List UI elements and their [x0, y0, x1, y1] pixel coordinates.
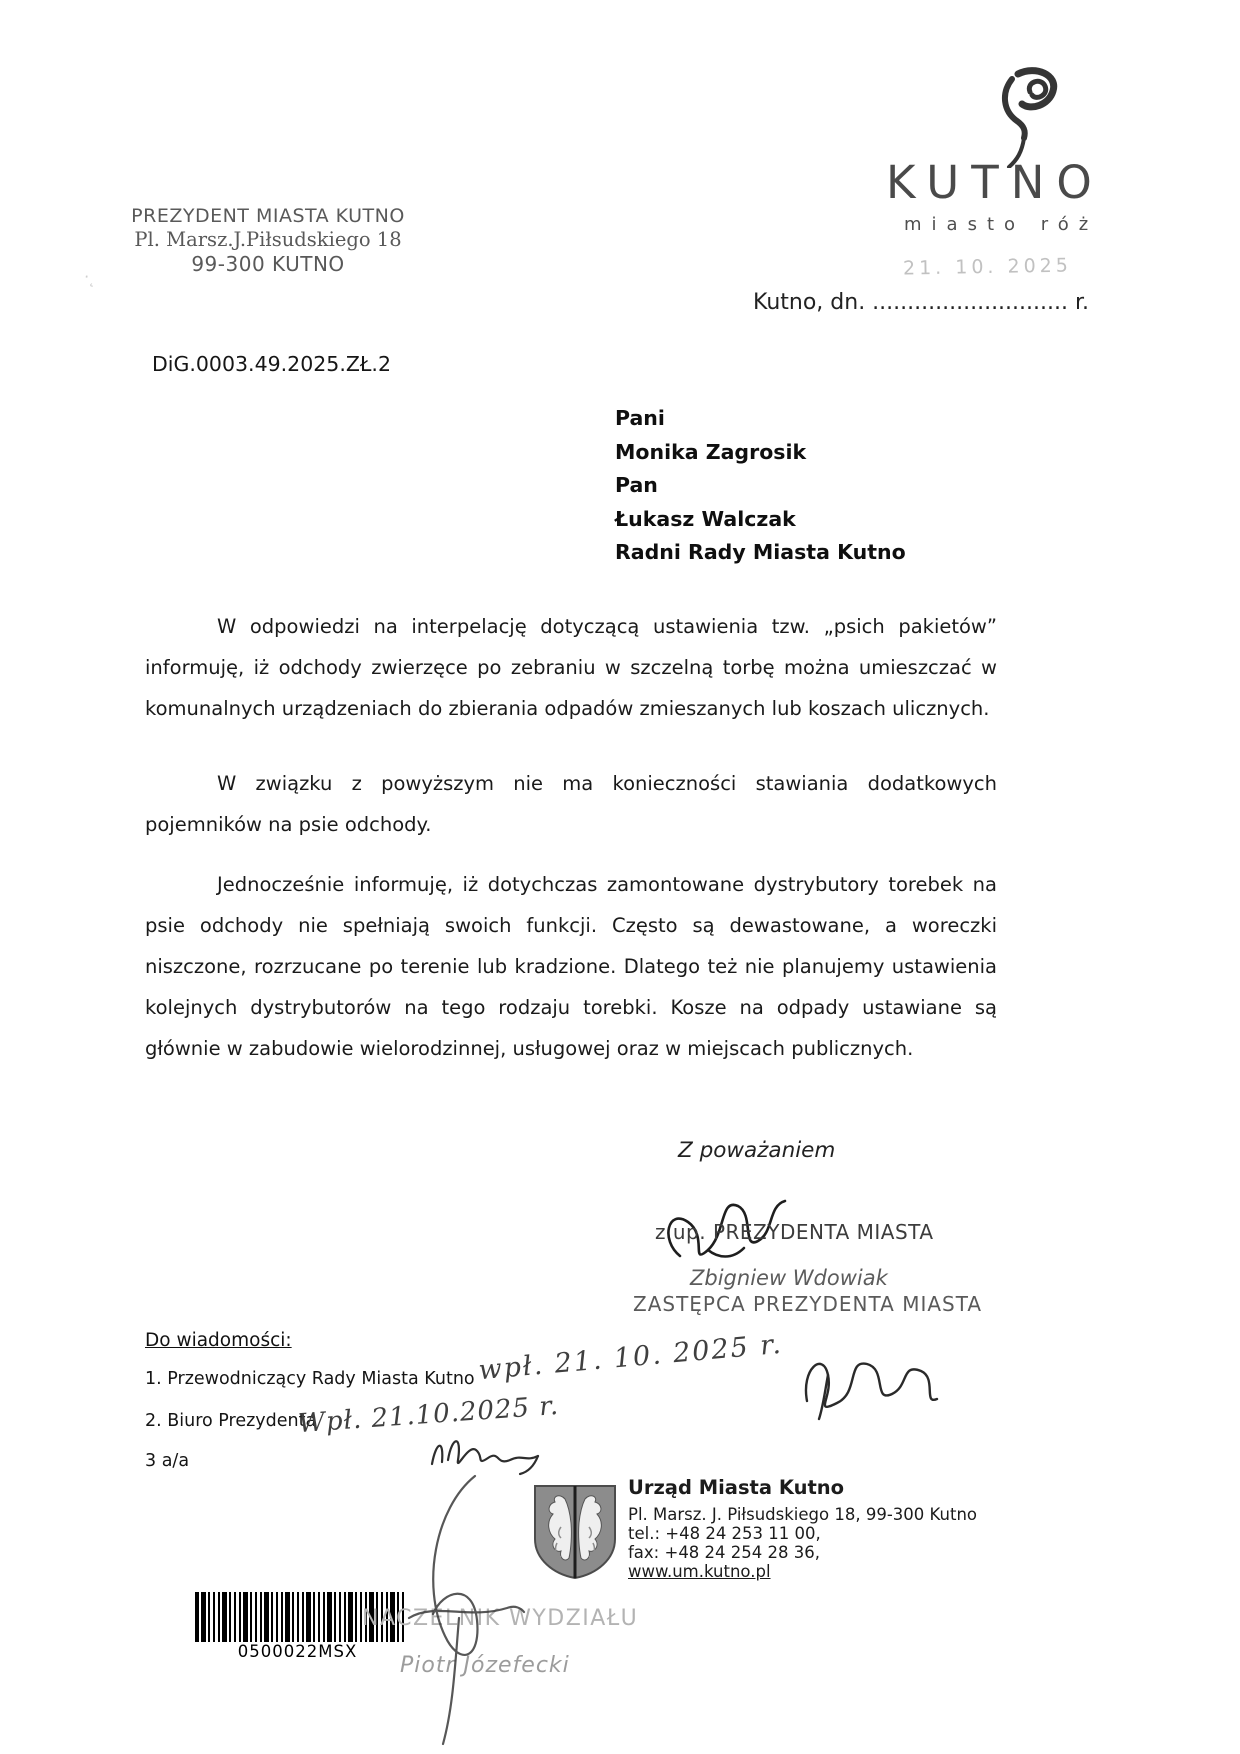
- addressee-line: Radni Rady Miasta Kutno: [615, 540, 906, 564]
- signature-authorization: z up. PREZYDENTA MIASTA: [655, 1220, 934, 1244]
- distribution-item: 1. Przewodniczący Rady Miasta Kutno: [145, 1369, 475, 1389]
- footer-address: Pl. Marsz. J. Piłsudskiego 18, 99-300 Kutno: [628, 1505, 977, 1524]
- signatory-name: Zbigniew Wdowiak: [690, 1266, 888, 1290]
- distribution-item: 3 a/a: [145, 1451, 190, 1471]
- addressee-line: Pan: [615, 473, 658, 497]
- handwritten-initials-scribble: [795, 1343, 943, 1435]
- handwritten-received-note: wpł. 21. 10. 2025 r.: [477, 1328, 784, 1387]
- footer-organization: Urząd Miasta Kutno: [628, 1476, 845, 1499]
- body-paragraph: W związku z powyższym nie ma konieczności stawiania dodatkowych pojemników na psie odchody.: [145, 772, 997, 836]
- sender-line: Pl. Marsz.J.Piłsudskiego 18: [134, 228, 402, 251]
- addressee-line: Monika Zagrosik: [615, 439, 807, 464]
- sender-line: 99-300 KUTNO: [191, 252, 345, 276]
- logo-tagline: miasto róż: [904, 214, 1099, 235]
- coat-of-arms-icon: [531, 1483, 619, 1585]
- footer-phone: tel.: +48 24 253 11 00,: [628, 1524, 821, 1543]
- signatory-title: ZASTĘPCA PREZYDENTA MIASTA: [633, 1292, 983, 1316]
- body-paragraph: Jednocześnie informuję, iż dotychczas zamontowane dystrybutory torebek na psie odchody nie spełniają swoich funkcji. Często są dewastowane, a woreczki niszczone, rozrzucane po terenie lub kradzione. Dlatego też nie planujemy ustawienia kolejnych dystrybutorów na tego rodzaju torebki. Kosze na odpady ustawiane są głównie w zabudowie wielorodzinnej, usługowej oraz w miejscach publicznych.: [145, 873, 997, 1060]
- reference-number: DiG.0003.49.2025.ZŁ.2: [152, 352, 391, 376]
- closing-phrase: Z poważaniem: [678, 1138, 836, 1163]
- date-line: Kutno, dn. ............................ r.: [753, 290, 1090, 315]
- letter-body: [145, 606, 997, 1069]
- department-stamp-title: NACZELNIK WYDZIAŁU: [362, 1606, 639, 1631]
- addressee-line: Pani: [615, 406, 665, 430]
- barcode-label: 0500022MSX: [237, 1642, 358, 1661]
- handwritten-received-note: Wpł. 21.10.2025 r.: [297, 1390, 561, 1440]
- footer-fax: fax: +48 24 254 28 36,: [628, 1543, 821, 1562]
- logo-wordmark: KUTNO: [886, 156, 1104, 209]
- handwritten-paraph: [403, 1468, 528, 1754]
- footer-website-link: www.um.kutno.pl: [628, 1562, 771, 1581]
- received-date-stamp: 21. 10. 2025: [902, 254, 1073, 280]
- distribution-item: 2. Biuro Prezydenta: [145, 1411, 317, 1431]
- footer-contact-block: [628, 1476, 977, 1581]
- sender-line: PREZYDENT MIASTA KUTNO: [131, 205, 405, 227]
- sender-block: [108, 204, 428, 276]
- department-stamp-name: Piotr Józefecki: [400, 1653, 570, 1678]
- body-paragraph: W odpowiedzi na interpelację dotyczącą ustawienia tzw. „psich pakietów” informuję, iż odchody zwierzęce po zebraniu w szczelną torbę można umieszczać w komunalnych urządzeniach do zbierania odpadów zmieszanych lub koszach ulicznych.: [145, 615, 997, 720]
- addressee-line: Łukasz Walczak: [615, 506, 796, 531]
- distribution-heading: Do wiadomości:: [145, 1330, 292, 1351]
- addressee-block: [615, 402, 906, 570]
- scan-artifact: ·˛: [82, 266, 99, 289]
